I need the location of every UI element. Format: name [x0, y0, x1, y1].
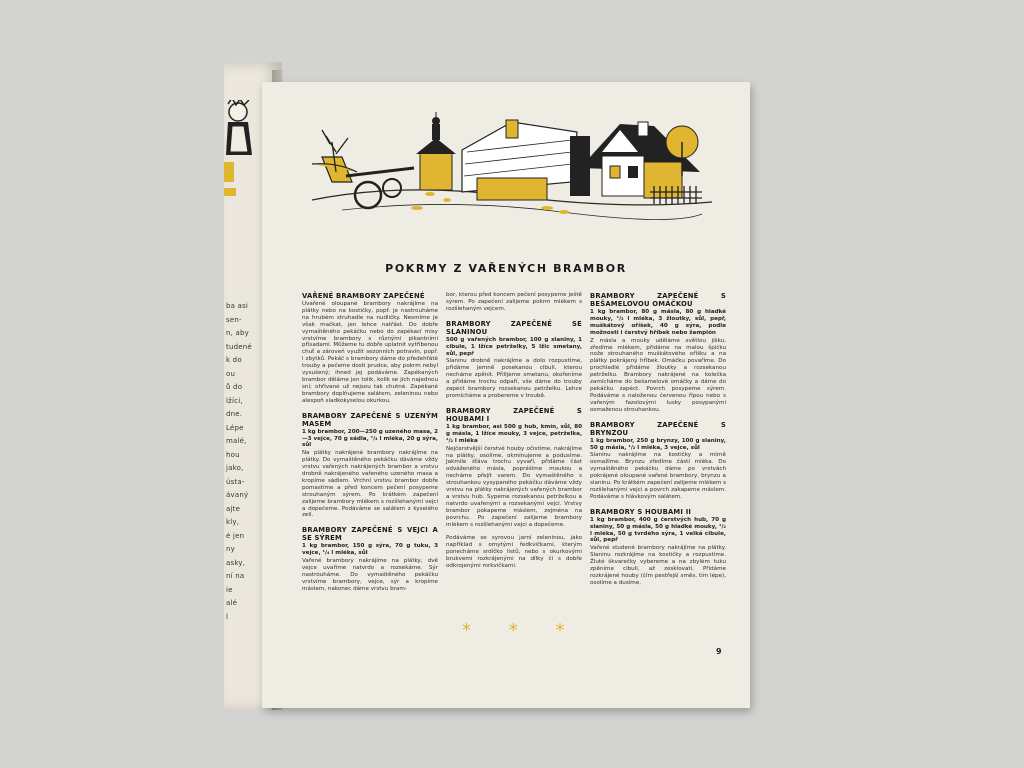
recipe-section — [590, 508, 726, 587]
left-page-text-fragment: ie — [226, 585, 233, 594]
recipe-section — [590, 421, 726, 501]
page-number: 9 — [716, 647, 722, 656]
left-page-text-fragment: Lépe — [226, 423, 244, 432]
recipe-instructions: Podáváme se syrovou jarní zeleninou, jako například s omytými ředkvičkami, kterým ponecháme srdíčko listů, nebo s okurkovými brukvemi rozkrájenými na dílky či s dobře odkrojenými mrkvičkami. — [446, 535, 582, 570]
recipe-ingredients: 1 kg brambor, 250 g brynzy, 100 g slaniny, 50 g másla, ¹/₂ l mléka, 3 vejce, sůl — [590, 437, 726, 451]
recipe-section — [590, 292, 726, 414]
recipe-title: BRAMBORY ZAPEČENÉ S UZENÝM MASEM — [302, 411, 438, 428]
recipe-instructions: Slaninu drobně nakrájíme a dolo rozpustíme, přidáme jemně posekanou cibuli, kterou necháme zpěnit. Přilijeme smetanu, okořeníme a přidáme trochu odpaří, vše dáme do trouby zapéct brambory rozsekanou petrželku. Lehce promícháme a probereme v troubě. — [446, 358, 582, 399]
left-page-text-fragment: hou — [226, 450, 240, 459]
recipe-instructions: Slaninu nakrájíme na kostičky a mírně osmažíme. Brynzu zředíme částí mléka. Do vymaštěného pekáčku dáme po vrstvách pokrájené oloupané vařené brambory, brynzu a slaninu. Po krátkém zapečení zalijeme mlékem s rozšlehanými vejci a povrch zakapeme máslem. Podáváme s hlávkovým salátem. — [590, 452, 726, 500]
recipe-section — [446, 407, 582, 529]
recipe-instructions: bor, kterou před koncem pečení posypeme ještě sýrem. Po zapečení zalijeme pokrm mlékem s rozšlehaným vejcem. — [446, 292, 582, 312]
left-page-text-fragment: é jen — [226, 531, 245, 540]
left-page-text-fragment: n, aby — [226, 329, 249, 337]
left-page-text-fragment: dne. — [226, 410, 243, 418]
left-page-text-fragment: ba asi — [226, 302, 249, 310]
left-page-text-fragment: malé, — [226, 437, 247, 445]
cartoon-figure-icon — [224, 100, 254, 200]
left-page-text-fragment: jako, — [226, 464, 244, 472]
recipe-ingredients: 1 kg brambor, 400 g čerstvých hub, 70 g slaniny, 50 g másla, 50 g hladké mouky, ¹/₂ l mléka, 50 g tvrdého sýra, 1 velká cibule, sůl, pepř — [590, 516, 726, 544]
recipe-ingredients: 500 g vařených brambor, 100 g slaniny, 1 cibule, 1 lžíce petrželky, 5 lžic smetany, sůl, pepř — [446, 336, 582, 357]
left-page-text-fragment: l — [226, 612, 229, 621]
recipe-ingredients: 1 kg brambor, 200—250 g uzeného masa, 2—3 vejce, 70 g sádla, ¹/₄ l mléka, 20 g sýra, sůl — [302, 428, 438, 449]
left-page-text-fragment: ajte — [226, 504, 241, 513]
left-page-text-fragment: k do — [226, 356, 242, 364]
recipe-title: VAŘENÉ BRAMBORY ZAPEČENÉ — [302, 292, 425, 300]
recipe-instructions: Na plátky nakrájené brambory nakrájíme na plátky. Do vymaštěného pekáčku dáváme vždy vrstvu vařených nakrájených brambor a vrstvu drobně nakrájeného vařeného uzeného masa a kropíme sádlem. Vrchní vrstvu brambor dobře pomastíme a před koncem pečení posypeme strouhaným sýrem. Po krátkém zapečení zalijeme brambory mlékem s rozšlehanými vejci a dopečeme. Podáváme se salátem z kyselého zelí. — [302, 450, 438, 519]
recipe-column-1 — [302, 292, 438, 600]
left-page-text-fragment: alé — [226, 599, 238, 607]
recipe-instructions: Z másla a mouky uděláme světlou jíšku, zředíme mlékem, přidáme na malou špičku nože strouhaného muškátového oříšku a na plátky pokrájený hříbek. Omáčku povaříme. Do prochladlé přidáme žloutky a rozsekanou petrželku. Brambory nakrájené na kolečka zamícháme do bešamelové omáčky a dáme do pekáčku zapéct. Povrch posypeme sýrem. Podáváme s naloženou červenou řípou nebo s vařeným fazolovými lusky posypanými osmaženou strouhankou. — [590, 337, 726, 413]
left-page-text-fragment: tudené — [226, 342, 252, 351]
left-page-text-fragment: kly, — [226, 518, 240, 526]
recipe-section — [446, 320, 582, 400]
left-page-text-fragment: ů do — [226, 383, 243, 391]
recipe-column-2 — [446, 292, 582, 577]
village-illustration-icon — [302, 112, 712, 222]
recipe-title: BRAMBORY ZAPEČENÉ SE SLANINOU — [446, 319, 582, 336]
recipe-title: BRAMBORY ZAPEČENÉ S VEJCI A SE SÝREM — [302, 526, 438, 543]
recipe-instructions: Vařené brambory nakrájíme na plátky, dvě vejce uvaříme natvrdo a rozsekáme. Sýr nastrouháme. Do vymaštěného pekáčku vrstvíme brambory, vejce, sýr a kropíme máslem, nakonec dáme vrstvu bram- — [302, 558, 438, 592]
left-page-text-fragment: asky, — [226, 558, 246, 567]
page-title: POKRMY Z VAŘENÝCH BRAMBOR — [385, 262, 627, 275]
recipe-section — [446, 535, 582, 570]
left-page-text-fragment: ústa- — [226, 477, 245, 486]
star-ornament: * * * — [462, 620, 581, 641]
left-page-text-fragment: ou — [226, 369, 236, 378]
left-page-text-fragment: ny — [226, 545, 235, 553]
recipe-section — [302, 412, 438, 520]
recipe-instructions: Uvařené oloupané brambory nakrájíme na plátky nebo na kostičky, popř. je nastrouháme na hrubém struhadle na nudličky. Nesmíme je však mačkat, jen lehce natřást. Do dobře vymaštěného pekáčku nebo do zapékací misy vrstvíme brambory s různými pikantními přísadami. Můžeme tu dobře uplatnit vytříbenou chuť a zároveň využít sezonních potravin, popř. i zbytků. Pekáč s brambory dáme do předehřáté trouby a pečeme dosti prudce, aby pokrm nebyl vysušený; ihned jej podáváme. Zapékaných brambor děláme jen tolik, kolik se jich najednou sní; ohřívané už nejsou tak chutné. Zapékané brambory doplňujeme salátem, zeleninou nebo alespoň sladkokyselou okurkou. — [302, 301, 438, 404]
recipe-title: BRAMBORY ZAPEČENÉ S BEŠAMELOVOU OMÁČKOU — [590, 292, 726, 308]
recipe-ingredients: 1 kg brambor, 80 g másla, 80 g hladké mouky, ¹/₂ l mléka, 3 žloutky, sůl, pepř, muškátový oříšek, 40 g sýra, podle možnosti i čerstvý hříbek nebo žampión — [590, 309, 726, 336]
recipe-ingredients: 1 kg brambor, asi 500 g hub, kmín, sůl, 80 g másla, 1 lžíce mouky, 3 vejce, petrželka, ¹/₂ l mléka — [446, 423, 582, 444]
recipe-title: BRAMBORY ZAPEČENÉ S BRYNZOU — [590, 420, 726, 437]
recipe-section — [446, 292, 582, 313]
recipe-instructions: Nejčerstvější čerstvé houby očistíme, nakrájíme na plátky, osolíme, okmínujeme a podusíme. Jakmile šťáva trochu vyvaří, přidáme část odváženého másla, poprášíme moukou a necháme přejít varem. Do vymaštěného s strouhankou vysypaného pekáčku dáváme vždy vrstvu na plátky nakrájených vařených brambor a vrstvu hub. Sypeme rozsekanou petrželkou a natvrdo uvařenými a rozsekanými vejci. Vrstvy brambor pokapeme máslem, zejména na povrchu. Po zapečení zalijeme brambory mlékem s rozšlehanými vejci a dopečeme. — [446, 445, 582, 528]
recipe-instructions: Vařené studené brambory nakrájíme na plátky. Slaninu rozkrájíme na kostičky a rozpustíme. Žluté škvarečky vybereme a na zbylém tuku zpěníme cibuli, až zesklovatí. Přidáme rozkrájené houby (čím pestřejší směs, tím lépe), osolíme a dusíme, — [590, 545, 726, 586]
recipe-ingredients: 1 kg brambor, 150 g sýra, 70 g tuku, 3 vejce, ¹/₄ l mléka, sůl — [302, 543, 438, 557]
recipe-section — [302, 292, 438, 405]
recipe-title: BRAMBORY ZAPEČENÉ S HOUBAMI I — [446, 406, 582, 423]
left-page-text-fragment: ávaný — [226, 491, 249, 499]
recipe-title: BRAMBORY S HOUBAMI II — [590, 507, 692, 516]
recipe-section — [302, 526, 438, 592]
left-page-text-fragment: lžíci, — [226, 396, 243, 405]
left-page-text-fragment: sen- — [226, 315, 242, 324]
recipe-column-3 — [590, 292, 726, 594]
cookbook-page — [262, 82, 750, 708]
left-page-text-fragment: ní na — [226, 572, 245, 580]
